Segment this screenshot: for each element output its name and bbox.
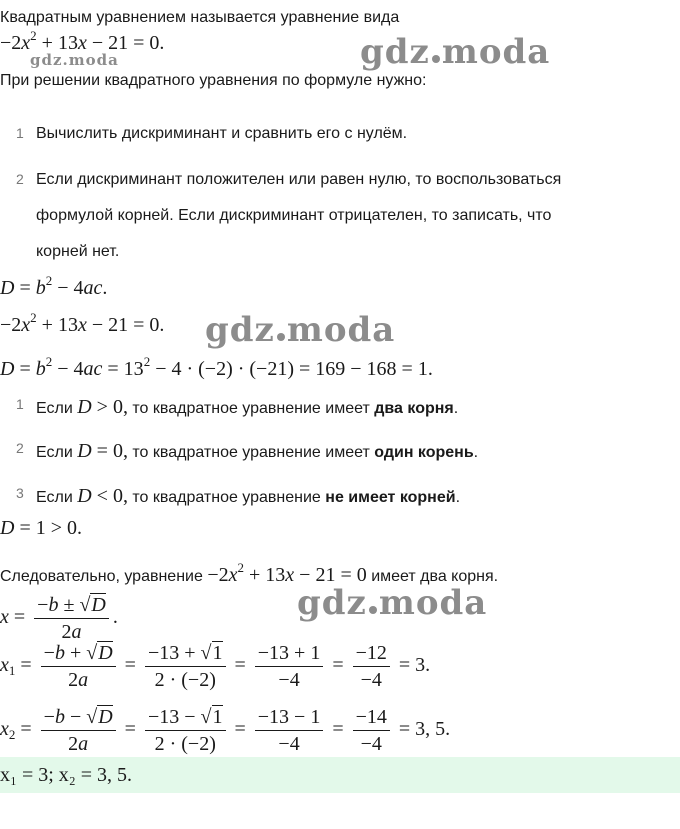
list-text: Вычислить дискриминант и сравнить его с нулём. — [36, 125, 408, 142]
answer: x₁ = 3; x₂ = 3, 5. — [0, 764, 133, 786]
root-x2: $x_2$ = $\frac{-b - √D}{2a}$ = $\frac{-13 - √1}{2 \cdot (-2)}$ = $\frac{-13 - 1}{-4}$ = $\frac{-14}{-4}$ = 3, 5. — [0, 706, 451, 755]
root-x1: $x_1$ = $\frac{-b + √D}{2a}$ = $\frac{-13 + √1}{2 \cdot (-2)}$ = $\frac{-13 + 1}{-4}$ = $\frac{-12}{-4}$ = 3. — [0, 642, 431, 691]
discriminant-formula: $D = b^2 - 4ac$. — [0, 273, 108, 299]
watermark-small: gdz.moda — [30, 51, 119, 69]
equation: $-2x^2 + 13x - 21 = 0$. — [0, 310, 165, 336]
discriminant-result: D = 1 > 0. — [0, 517, 83, 539]
watermark: gdz moda — [205, 310, 396, 350]
intro-text-2: При решении квадратного уравнения по формуле нужно: — [0, 72, 427, 89]
list-text: Если D = 0, то квадратное уравнение имеет один корень. — [36, 440, 479, 462]
list-number: 1 — [16, 396, 24, 412]
conclusion-text: Следовательно, уравнение $-2x^2 + 13x - 21 = 0$ имеет два корня. — [0, 560, 499, 586]
list-text: корней нет. — [36, 243, 120, 260]
list-text: Если дискриминант положителен или равен нулю, то воспользоваться — [36, 171, 562, 188]
discriminant-calc: $D = b^2 - 4ac = 13^2 - 4 \cdot (-2) \cdot (-21) = 169 - 168 = 1$. — [0, 354, 433, 380]
list-text: формулой корней. Если дискриминант отрицателен, то записать, что — [36, 207, 552, 224]
answer-box — [0, 757, 680, 793]
root-formula: x = $\frac{-b \pm √D}{2a}$ . — [0, 594, 118, 643]
intro-text: Квадратным уравнением называется уравнение вида — [0, 9, 400, 26]
intro-equation: $-2x^2 + 13x - 21 = 0$. — [0, 28, 165, 54]
list-number: 1 — [16, 125, 24, 141]
watermark: gdz moda — [297, 583, 488, 623]
list-number: 2 — [16, 171, 24, 187]
list-text: Если D > 0, то квадратное уравнение имеет два корня. — [36, 396, 459, 418]
watermark: gdz moda — [360, 32, 551, 72]
list-number: 2 — [16, 440, 24, 456]
list-text: Если D < 0, то квадратное уравнение не имеет корней. — [36, 485, 461, 507]
list-number: 3 — [16, 485, 24, 501]
